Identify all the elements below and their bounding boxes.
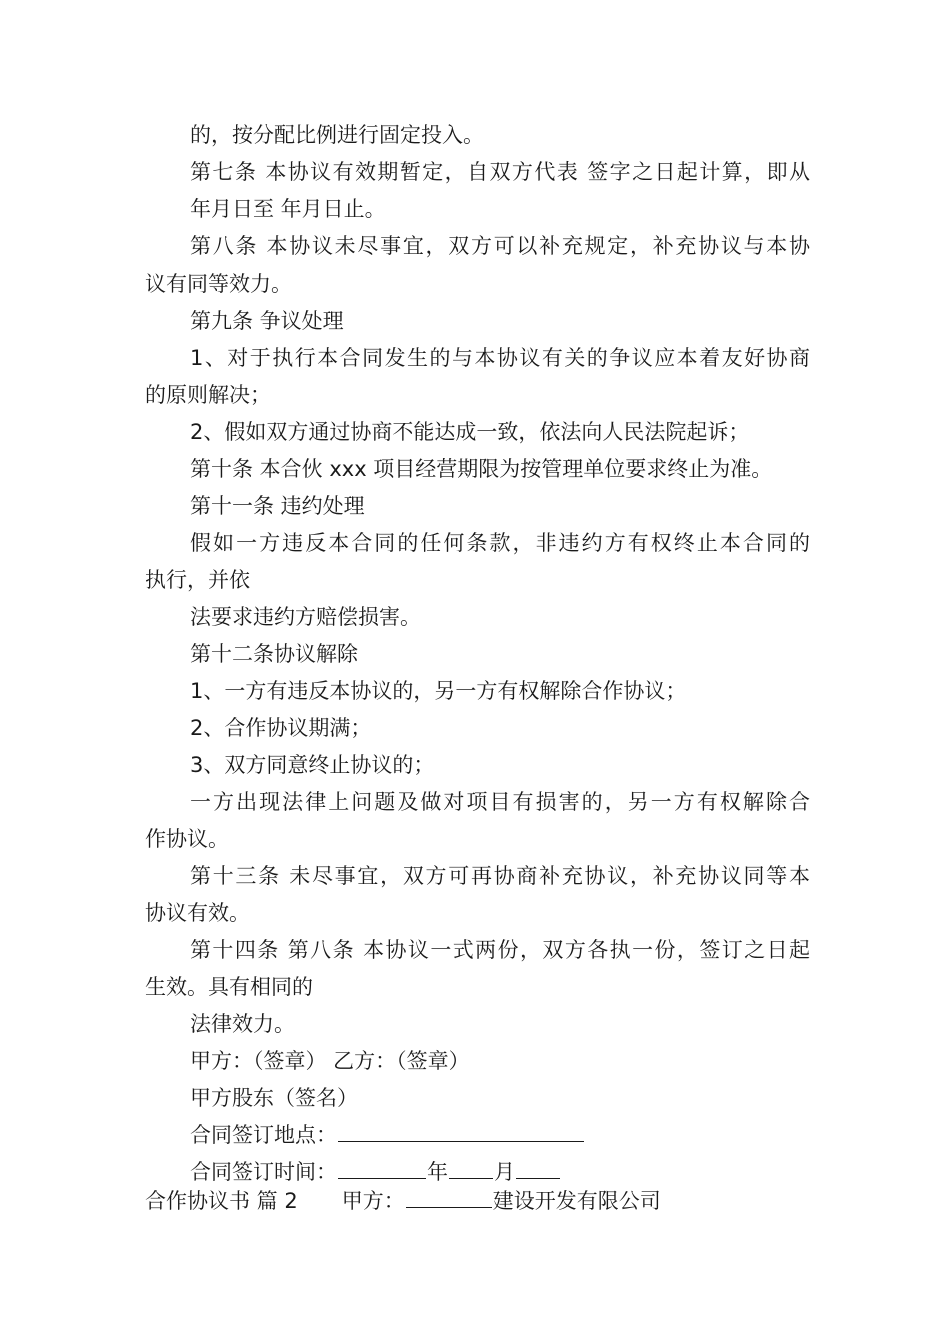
next-agreement-line	[145, 1185, 810, 1217]
article-13-line: 第十三条 未尽事宜，双方可再协商补充协议，补充协议同等本	[190, 864, 810, 888]
article-7-line: 第七条 本协议有效期暂定，自双方代表 签字之日起计算，即从	[190, 160, 810, 184]
paragraph-line: 年月日至 年月日止。	[190, 197, 386, 221]
paragraph-line: 一方出现法律上问题及做对项目有损害的，另一方有权解除合	[190, 790, 810, 814]
list-item: 1、对于执行本合同发生的与本协议有关的争议应本着友好协商	[190, 346, 810, 370]
article-12-heading: 第十二条协议解除	[190, 642, 358, 666]
party-a-name-blank[interactable]	[406, 1187, 492, 1208]
article-9-heading: 第九条 争议处理	[190, 309, 344, 333]
year-label: 年	[427, 1160, 448, 1184]
signing-place-line	[190, 1119, 810, 1151]
article-14-line: 第十四条 第八条 本协议一式两份，双方各执一份，签订之日起	[190, 938, 810, 962]
day-blank[interactable]	[516, 1158, 560, 1179]
list-item: 3、双方同意终止协议的；	[190, 753, 435, 777]
party-a-label: 甲方：	[341, 1189, 405, 1213]
shareholder-signature-line: 甲方股东（签名）	[190, 1086, 358, 1110]
paragraph-line: 生效。具有相同的	[145, 975, 313, 999]
signature-parties-line: 甲方：（签章） 乙方：（签章）	[190, 1049, 470, 1073]
year-blank[interactable]	[338, 1158, 426, 1179]
signing-place-label: 合同签订地点：	[190, 1123, 337, 1147]
list-item: 1、一方有违反本协议的，另一方有权解除合作协议；	[190, 679, 687, 703]
company-suffix: 建设开发有限公司	[492, 1189, 661, 1213]
article-11-heading: 第十一条 违约处理	[190, 494, 365, 518]
signing-time-line	[190, 1156, 810, 1188]
paragraph-line: 假如一方违反本合同的任何条款，非违约方有权终止本合同的	[190, 531, 810, 555]
list-item: 2、合作协议期满；	[190, 716, 372, 740]
paragraph-line: 法律效力。	[190, 1012, 295, 1036]
paragraph-line: 法要求违约方赔偿损害。	[190, 605, 421, 629]
month-label: 月	[494, 1160, 515, 1184]
paragraph-line: 的原则解决；	[145, 383, 271, 407]
paragraph-line: 协议有效。	[145, 901, 250, 925]
section-title: 合作协议书 篇 2	[145, 1189, 298, 1213]
month-blank[interactable]	[449, 1158, 493, 1179]
article-8-line: 第八条 本协议未尽事宜，双方可以补充规定，补充协议与本协	[190, 234, 810, 258]
paragraph-line: 议有同等效力。	[145, 272, 292, 296]
article-10-line: 第十条 本合伙 xxx 项目经营期限为按管理单位要求终止为准。	[190, 457, 773, 481]
paragraph-line: 执行，并依	[145, 568, 250, 592]
signing-place-blank[interactable]	[338, 1121, 584, 1142]
paragraph-line: 作协议。	[145, 827, 229, 851]
list-item: 2、假如双方通过协商不能达成一致，依法向人民法院起诉；	[190, 420, 750, 444]
paragraph-line: 的，按分配比例进行固定投入。	[190, 123, 484, 147]
signing-time-label: 合同签订时间：	[190, 1160, 337, 1184]
